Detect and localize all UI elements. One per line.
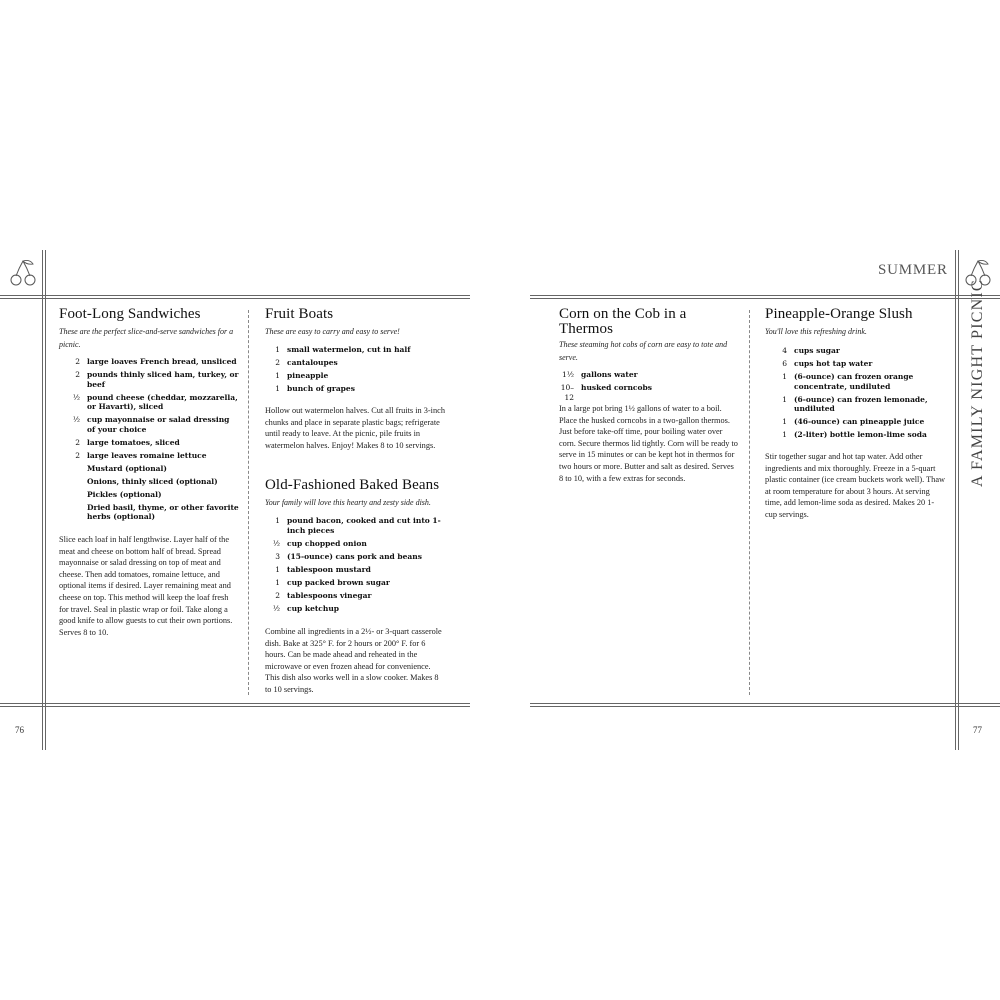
ingredient-text: Onions, thinly sliced (optional) xyxy=(87,476,218,486)
ingredient-row xyxy=(765,346,945,356)
right-vertical-rule-2 xyxy=(958,250,959,750)
ingredient-text: cup packed brown sugar xyxy=(287,577,390,587)
ingredient-quantity: 2 xyxy=(75,450,80,460)
recipe-directions: Slice each loaf in half lengthwise. Layer half of the meat and cheese on bottom half of bread. Spread mayonnaise or salad dressing on top of meat and cheese. Then add tomatoes, romaine lettuce, and optional items if desired. Layer remaining meat and cheese on top. This method will keep the loaf fresh for travel. Seal in plastic wrap or foil. Take along a good knife to allow guests to cut their own portions. Serves 8 to 10. xyxy=(59,535,233,637)
ingredient-quantity: 1 xyxy=(782,417,787,426)
ingredient-row xyxy=(258,604,448,614)
ingredient-quantity: 10–12 xyxy=(560,383,574,402)
right-column-divider xyxy=(749,310,750,695)
ingredient-list xyxy=(258,345,448,397)
ingredient-row xyxy=(258,384,448,394)
ingredient-row xyxy=(765,417,945,427)
recipe-intro: These are easy to carry and easy to serve! xyxy=(265,327,400,336)
ingredient-row xyxy=(552,370,742,380)
right-vertical-rule-1 xyxy=(955,250,956,750)
ingredient-quantity: ½ xyxy=(272,538,280,548)
ingredient-text: pounds thinly sliced ham, turkey, or beef xyxy=(87,370,239,389)
ingredient-quantity: 2 xyxy=(75,370,80,379)
recipe-title: Old-Fashioned Baked Beans xyxy=(265,477,440,493)
ingredient-text: husked corncobs xyxy=(581,383,652,392)
ingredient-quantity: 1 xyxy=(275,384,280,393)
left-column-divider xyxy=(248,310,249,695)
left-top-rule-2 xyxy=(0,298,470,299)
ingredient-row xyxy=(58,415,240,434)
ingredient-row xyxy=(58,438,240,448)
ingredient-quantity: 1 xyxy=(782,394,787,404)
recipe-directions: In a large pot bring 1½ gallons of water to a boil. Place the husked corncobs in a two-gallon thermos. Just before take-off time, pour boiling water over corn. Secure thermos lid tightly. Corn will be ready to serve in 15 minutes or can be kept hot in thermos for two hours or more. Butter and salt as desired. Serves 8 to 10, with a few extras for seconds. xyxy=(559,404,738,483)
page-number-left: 76 xyxy=(15,725,24,735)
ingredient-row xyxy=(765,395,945,414)
page-number-right: 77 xyxy=(973,725,982,735)
left-vertical-rule-2 xyxy=(45,250,46,750)
ingredient-row xyxy=(58,357,240,367)
left-top-rule-1 xyxy=(0,295,470,296)
left-bottom-rule-2 xyxy=(0,706,470,707)
chapter-side-title: A FAMILY NIGHT PICNIC xyxy=(969,279,986,487)
ingredient-list xyxy=(58,357,240,525)
right-bottom-rule-1 xyxy=(530,703,1000,704)
left-bottom-rule-1 xyxy=(0,703,470,704)
ingredient-quantity: 3 xyxy=(275,551,280,561)
ingredient-quantity: ½ xyxy=(72,415,80,424)
ingredient-text: Dried basil, thyme, or other favorite herbs (optional) xyxy=(87,502,239,521)
ingredient-quantity: 6 xyxy=(782,359,787,368)
ingredient-quantity: 2 xyxy=(75,357,80,366)
left-vertical-rule-1 xyxy=(42,250,43,750)
ingredient-quantity: 1 xyxy=(275,345,280,354)
ingredient-row xyxy=(258,552,448,562)
ingredient-row xyxy=(58,370,240,389)
ingredient-text: cantaloupes xyxy=(287,358,338,367)
ingredient-text: (46-ounce) can pineapple juice xyxy=(794,417,925,426)
ingredient-text: (6-ounce) can frozen orange concentrate, undiluted xyxy=(794,372,914,391)
ingredient-text: Mustard (optional) xyxy=(87,463,167,473)
ingredient-quantity: 1 xyxy=(782,372,787,381)
recipe-intro: These are the perfect slice-and-serve sandwiches for a picnic. xyxy=(59,327,234,349)
ingredient-text: gallons water xyxy=(581,370,638,379)
ingredient-quantity: 1 xyxy=(782,430,787,439)
ingredient-quantity: 1 xyxy=(275,564,280,574)
ingredient-text: large leaves romaine lettuce xyxy=(87,450,207,460)
ingredient-quantity: ½ xyxy=(72,392,80,402)
ingredient-row xyxy=(58,477,240,487)
recipe-title: Foot-Long Sandwiches xyxy=(59,306,201,322)
ingredient-text: (6-ounce) can frozen lemonade, undiluted xyxy=(794,394,928,413)
ingredient-text: tablespoons vinegar xyxy=(287,590,372,600)
ingredient-list xyxy=(258,516,448,617)
recipe-directions: Combine all ingredients in a 2½- or 3-quart casserole dish. Bake at 325° F. for 2 hours or 200° F. for 6 hours. Can be made ahead and reheated in the microwave or even frozen ahead for convenience. This dish also works well in a slow cooker. Makes 8 to 10 servings. xyxy=(265,627,442,694)
ingredient-text: cup mayonnaise or salad dressing of your choice xyxy=(87,415,230,434)
ingredient-text: large loaves French bread, unsliced xyxy=(87,357,237,366)
ingredient-text: large tomatoes, sliced xyxy=(87,437,180,447)
ingredient-quantity: 1 xyxy=(275,516,280,525)
ingredient-list xyxy=(765,346,945,443)
running-head: SUMMER xyxy=(878,262,948,278)
ingredient-row xyxy=(258,565,448,575)
ingredient-text: cup ketchup xyxy=(287,603,340,613)
ingredient-quantity: 2 xyxy=(275,358,280,367)
ingredient-row xyxy=(258,516,448,535)
ingredient-quantity: 2 xyxy=(75,437,80,447)
ingredient-row xyxy=(765,359,945,369)
ingredient-quantity: 1 xyxy=(275,371,280,380)
ingredient-row xyxy=(258,578,448,588)
ingredient-text: cup chopped onion xyxy=(287,538,367,548)
ingredient-text: (2-liter) bottle lemon-lime soda xyxy=(794,430,927,439)
ingredient-text: pound cheese (cheddar, mozzarella, or Havarti), sliced xyxy=(87,392,238,411)
ingredient-row xyxy=(258,358,448,368)
right-top-rule-1 xyxy=(530,295,1000,296)
ingredient-row xyxy=(58,464,240,474)
recipe-title: Fruit Boats xyxy=(265,306,334,322)
right-top-rule-2 xyxy=(530,298,1000,299)
ingredient-row xyxy=(58,451,240,461)
ingredient-row xyxy=(258,345,448,355)
ingredient-row xyxy=(58,503,240,522)
ingredient-text: (15-ounce) cans pork and beans xyxy=(287,551,422,561)
ingredient-text: cups hot tap water xyxy=(794,359,873,368)
ingredient-row xyxy=(258,539,448,549)
recipe-title: Corn on the Cob in a Thermos xyxy=(559,306,687,337)
ingredient-text: small watermelon, cut in half xyxy=(287,345,411,354)
recipe-title: Pineapple-Orange Slush xyxy=(765,306,913,322)
ingredient-quantity: 4 xyxy=(782,346,787,355)
ingredient-row xyxy=(552,383,742,402)
ingredient-text: pineapple xyxy=(287,371,329,380)
cherry-icon xyxy=(8,258,38,288)
ingredient-row xyxy=(258,371,448,381)
recipe-directions: Hollow out watermelon halves. Cut all fruits in 3-inch chunks and place in separate plastic bags; refrigerate until ready to leave. At the picnic, pile fruits in watermelon halves. Enjoy! Makes 8 to 10 servings. xyxy=(265,406,445,450)
ingredient-list xyxy=(552,370,742,402)
ingredient-quantity: 1 xyxy=(275,577,280,587)
ingredient-text: tablespoon mustard xyxy=(287,564,371,574)
ingredient-quantity: ½ xyxy=(272,603,280,613)
recipe-intro: Your family will love this hearty and zesty side dish. xyxy=(265,498,431,507)
ingredient-row xyxy=(258,591,448,601)
ingredient-text: bunch of grapes xyxy=(287,384,355,393)
recipe-directions: Stir together sugar and hot tap water. Add other ingredients and mix thoroughly. Freeze in a 5-quart plastic container (ice cream buckets work well). Thaw at room temperature for about 3 hours. At serving time, add lemon-lime soda as desired. Makes 20 1-cup servings. xyxy=(765,452,945,519)
ingredient-text: cups sugar xyxy=(794,346,840,355)
ingredient-row xyxy=(58,490,240,500)
ingredient-quantity: 2 xyxy=(275,590,280,600)
recipe-intro: You'll love this refreshing drink. xyxy=(765,327,867,336)
ingredient-row xyxy=(765,430,945,440)
ingredient-row xyxy=(58,393,240,412)
recipe-intro: These steaming hot cobs of corn are easy to tote and serve. xyxy=(559,340,728,362)
right-bottom-rule-2 xyxy=(530,706,1000,707)
ingredient-text: pound bacon, cooked and cut into 1-inch pieces xyxy=(287,516,441,535)
ingredient-row xyxy=(765,372,945,391)
ingredient-text: Pickles (optional) xyxy=(87,489,162,499)
ingredient-quantity: 1½ xyxy=(561,370,574,379)
